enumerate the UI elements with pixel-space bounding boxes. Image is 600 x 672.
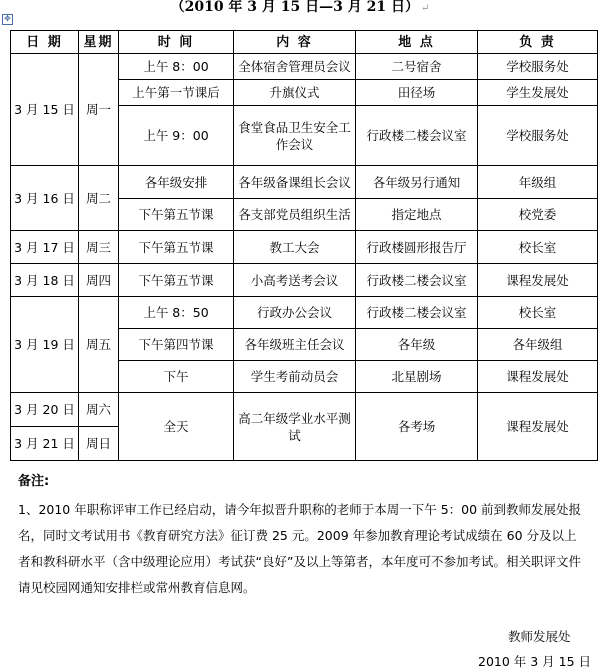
owner-cell: 课程发展处 bbox=[478, 264, 598, 297]
content-cell: 食堂食品卫生安全工作会议 bbox=[234, 106, 356, 166]
time-cell: 下午 bbox=[119, 361, 234, 393]
weekday-cell: 周六 bbox=[79, 393, 119, 427]
content-cell: 各年级备课组长会议 bbox=[234, 166, 356, 199]
date-cell: 3 月 21 日 bbox=[11, 427, 79, 461]
time-cell: 各年级安排 bbox=[119, 166, 234, 199]
header-weekday: 星期 bbox=[79, 31, 119, 54]
place-cell: 行政楼二楼会议室 bbox=[356, 297, 478, 329]
owner-cell: 学生发展处 bbox=[478, 80, 598, 106]
table-row bbox=[11, 231, 598, 264]
table-move-handle-icon[interactable]: ✥ bbox=[2, 14, 13, 25]
weekday-cell: 周三 bbox=[79, 231, 119, 264]
place-cell: 各考场 bbox=[356, 393, 478, 461]
date-cell: 3 月 19 日 bbox=[11, 297, 79, 393]
date-cell: 3 月 15 日 bbox=[11, 54, 79, 166]
place-cell: 北星剧场 bbox=[356, 361, 478, 393]
content-cell: 全体宿舍管理员会议 bbox=[234, 54, 356, 80]
content-cell: 学生考前动员会 bbox=[234, 361, 356, 393]
date-cell: 3 月 17 日 bbox=[11, 231, 79, 264]
table-header-row bbox=[11, 31, 598, 54]
owner-cell: 学校服务处 bbox=[478, 106, 598, 166]
place-cell: 田径场 bbox=[356, 80, 478, 106]
owner-cell: 各年级组 bbox=[478, 329, 598, 361]
place-cell: 行政楼二楼会议室 bbox=[356, 264, 478, 297]
notes-heading: 备注: bbox=[18, 474, 50, 489]
table-row bbox=[11, 264, 598, 297]
content-cell: 各支部党员组织生活 bbox=[234, 199, 356, 231]
owner-cell: 课程发展处 bbox=[478, 393, 598, 461]
place-cell: 行政楼二楼会议室 bbox=[356, 106, 478, 166]
page-title bbox=[0, 0, 600, 16]
time-cell: 全天 bbox=[119, 393, 234, 461]
content-cell: 高二年级学业水平测试 bbox=[234, 393, 356, 461]
time-cell: 下午第五节课 bbox=[119, 231, 234, 264]
place-cell: 行政楼圆形报告厅 bbox=[356, 231, 478, 264]
header-date: 日 期 bbox=[11, 31, 79, 54]
time-cell: 下午第五节课 bbox=[119, 264, 234, 297]
schedule-table bbox=[10, 30, 598, 461]
content-cell: 行政办公会议 bbox=[234, 297, 356, 329]
time-cell: 上午 9：00 bbox=[119, 106, 234, 166]
table-row bbox=[11, 54, 598, 80]
signature-date: 2010 年 3 月 15 日 bbox=[478, 654, 592, 669]
content-cell: 各年级班主任会议 bbox=[234, 329, 356, 361]
table-row bbox=[11, 166, 598, 199]
owner-cell: 校长室 bbox=[478, 297, 598, 329]
header-content: 内 容 bbox=[234, 31, 356, 54]
owner-cell: 课程发展处 bbox=[478, 361, 598, 393]
paragraph-mark-icon: ↵ bbox=[421, 3, 430, 14]
time-cell: 上午第一节课后 bbox=[119, 80, 234, 106]
table-row bbox=[11, 297, 598, 329]
header-place: 地 点 bbox=[356, 31, 478, 54]
owner-cell: 年级组 bbox=[478, 166, 598, 199]
notes-paragraph: 1、2010 年职称评审工作已经启动，请今年拟晋升职称的老师于本周一下午 5：00 前到教师发展处报名，同时文考试用书《教育研究方法》征订费 25 元。2009 年参加教育理论考试成绩在 60 分及以上者和教科研水平（含中级理论应用）考试获“良好”及以上等第者，本年度可不参加考试。相关职评文件请见校园网通知安排栏或常州教育信息网。 bbox=[18, 502, 582, 595]
weekday-cell: 周四 bbox=[79, 264, 119, 297]
title-text: （2010 年 3 月 15 日—3 月 21 日） bbox=[170, 0, 419, 15]
time-cell: 下午第五节课 bbox=[119, 199, 234, 231]
content-cell: 教工大会 bbox=[234, 231, 356, 264]
owner-cell: 学校服务处 bbox=[478, 54, 598, 80]
table-row bbox=[11, 393, 598, 427]
time-cell: 上午 8：00 bbox=[119, 54, 234, 80]
time-cell: 上午 8：50 bbox=[119, 297, 234, 329]
weekday-cell: 周二 bbox=[79, 166, 119, 231]
date-cell: 3 月 16 日 bbox=[11, 166, 79, 231]
date-cell: 3 月 18 日 bbox=[11, 264, 79, 297]
header-owner: 负 责 bbox=[478, 31, 598, 54]
time-cell: 下午第四节课 bbox=[119, 329, 234, 361]
weekday-cell: 周日 bbox=[79, 427, 119, 461]
signature-department: 教师发展处 bbox=[508, 629, 571, 644]
content-cell: 升旗仪式 bbox=[234, 80, 356, 106]
place-cell: 二号宿舍 bbox=[356, 54, 478, 80]
weekday-cell: 周五 bbox=[79, 297, 119, 393]
date-cell: 3 月 20 日 bbox=[11, 393, 79, 427]
header-time: 时 间 bbox=[119, 31, 234, 54]
content-cell: 小高考送考会议 bbox=[234, 264, 356, 297]
weekday-cell: 周一 bbox=[79, 54, 119, 166]
owner-cell: 校党委 bbox=[478, 199, 598, 231]
owner-cell: 校长室 bbox=[478, 231, 598, 264]
place-cell: 各年级 bbox=[356, 329, 478, 361]
place-cell: 指定地点 bbox=[356, 199, 478, 231]
place-cell: 各年级另行通知 bbox=[356, 166, 478, 199]
